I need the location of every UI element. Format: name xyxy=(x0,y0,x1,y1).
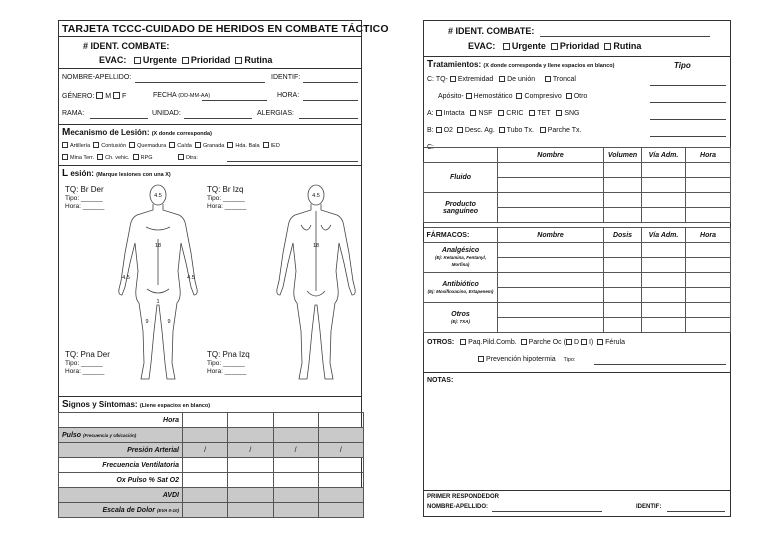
c2-label: C: xyxy=(427,144,434,151)
evac-prioridad-checkbox[interactable] xyxy=(182,57,189,64)
aposito-compresivo-checkbox[interactable] xyxy=(516,93,522,99)
mech-otra-checkbox[interactable] xyxy=(178,154,184,160)
c-row: C: TQ- Extremidad De unión Troncal xyxy=(427,76,576,83)
body-front-diagram[interactable] xyxy=(113,181,203,389)
burn-leg-right: 9 xyxy=(145,319,149,325)
respondedor-nombre-label: NOMBRE-APELLIDO: xyxy=(427,504,488,510)
respondedor-identif-label: IDENTIF: xyxy=(636,504,662,510)
evac-rutina-checkbox-back[interactable] xyxy=(604,43,611,50)
genero-f-label: F xyxy=(122,93,127,100)
otros-paq-checkbox[interactable] xyxy=(460,339,466,345)
tq-br-izq-label: TQ: Br Izq xyxy=(207,185,244,194)
genero-m-label: M xyxy=(105,93,112,100)
evac-urgente-label: Urgente xyxy=(142,55,177,65)
ident-label: # IDENT. COMBATE: xyxy=(83,41,170,51)
mech-otra-field[interactable] xyxy=(227,161,358,162)
otros-parche-i-checkbox[interactable] xyxy=(581,339,587,345)
tq-pna-der-label: TQ: Pna Der xyxy=(65,350,110,359)
identif-label: IDENTIF: xyxy=(271,74,301,81)
genero-m-checkbox[interactable] xyxy=(96,92,103,99)
burn-head-back: 4.5 xyxy=(312,193,320,199)
evac-rutina-checkbox[interactable] xyxy=(235,57,242,64)
tq-pna-izq-label: TQ: Pna Izq xyxy=(207,350,250,359)
genero-label: GÉNERO: xyxy=(62,93,95,100)
b-tipo-field[interactable] xyxy=(650,136,726,137)
analgesico-label: Analgésico (Ej: Ketamina, Fentanyl, Morfina) xyxy=(424,243,498,273)
evac-row-back: EVAC: Urgente Prioridad Rutina xyxy=(468,41,642,51)
fecha-field[interactable] xyxy=(202,100,267,101)
mecanismo-heading: Mecanismo de Lesión: (X donde corresponda) xyxy=(62,127,212,138)
nombre-field[interactable] xyxy=(135,82,265,83)
hipotermia-checkbox[interactable] xyxy=(478,356,484,362)
mech-mina-checkbox[interactable] xyxy=(62,154,68,160)
mech-granada-checkbox[interactable] xyxy=(195,142,201,148)
burn-head-front: 4.5 xyxy=(154,193,162,199)
tq-br-izq: TQ: Br Izq Tipo: ______ Hora: ______ xyxy=(207,185,247,210)
a-sng-checkbox[interactable] xyxy=(556,110,562,116)
farmacos-table: FÁRMACOS: Nombre Dosis Vía Adm. Hora Analgésico (Ej: Ketamina, Fentanyl, Morfina) Antibiótico (Ej: Moxifloxacino, Ertapenem) Otros (Ej: TXA) xyxy=(423,227,731,333)
signos-heading: Signos y Síntomas: (Llene espacios en blanco) xyxy=(62,399,211,410)
tq-union-checkbox[interactable] xyxy=(499,76,505,82)
evac-prioridad-label: Prioridad xyxy=(190,55,231,65)
body-back-diagram[interactable] xyxy=(271,181,361,389)
ident-field-back[interactable] xyxy=(540,36,710,37)
back-card xyxy=(423,20,731,517)
b-tubo-checkbox[interactable] xyxy=(499,127,505,133)
respondedor-identif-field[interactable] xyxy=(667,511,725,512)
vitals-row-avdi: AVDI xyxy=(59,488,364,503)
hora-field[interactable] xyxy=(303,100,358,101)
mecanismo-row-2: Mina Terr. Ch. vehic. RPG Otra: xyxy=(62,154,198,161)
mech-artilleria-checkbox[interactable] xyxy=(62,142,68,148)
rama-label: RAMA: xyxy=(62,110,85,117)
genero-row xyxy=(62,92,126,100)
burn-torso-back: 18 xyxy=(312,243,320,249)
hipotermia-row: Prevención hipotermia Tipo: xyxy=(478,356,575,363)
a-cric-checkbox[interactable] xyxy=(498,110,504,116)
aposito-hemostatico-checkbox[interactable] xyxy=(466,93,472,99)
aposito-row: Apósito- Hemostático Compresivo Otro xyxy=(438,93,588,100)
evac-urgente-checkbox[interactable] xyxy=(134,57,141,64)
evac-row xyxy=(99,55,272,65)
evac-prioridad-checkbox-back[interactable] xyxy=(551,43,558,50)
tq-pna-der: TQ: Pna Der Tipo: ______ Hora: ______ xyxy=(65,350,110,375)
b-o2-checkbox[interactable] xyxy=(436,127,442,133)
genero-f-checkbox[interactable] xyxy=(113,92,120,99)
fluido-label: Fluido xyxy=(424,163,498,193)
otros-farm-label: Otros (Ej: TXA) xyxy=(424,303,498,333)
mecanismo-row-1: Artillería Contusión Quemadura Caída Granada Hda. Bala IED xyxy=(62,142,280,149)
evac-rutina-label: Rutina xyxy=(244,55,273,65)
a-tipo-field[interactable] xyxy=(650,119,726,120)
a-intacta-checkbox[interactable] xyxy=(436,110,442,116)
a-row: A: Intacta NSF CRIC TET SNG xyxy=(427,110,580,117)
otros-row: OTROS: Paq.Pild.Comb. Parche Oc ( D I) Férula xyxy=(427,339,625,346)
rama-field[interactable] xyxy=(90,118,148,119)
hipotermia-tipo-field[interactable] xyxy=(594,364,726,365)
tq-br-der: TQ: Br Der Tipo: ______ Hora: ______ xyxy=(65,185,105,210)
tipo-heading: Tipo xyxy=(674,61,691,70)
vitals-row-ox: Ox Pulso % Sat O2 xyxy=(59,473,364,488)
tq-br-der-label: TQ: Br Der xyxy=(65,185,104,194)
mech-contusion-checkbox[interactable] xyxy=(93,142,99,148)
card-title: TARJETA TCCC-CUIDADO DE HERIDOS EN COMBATE TÁCTICO xyxy=(62,23,389,35)
antibiotico-label: Antibiótico (Ej: Moxifloxacino, Ertapenem) xyxy=(424,273,498,303)
evac-urgente-checkbox-back[interactable] xyxy=(503,43,510,50)
mech-rpg-checkbox[interactable] xyxy=(133,154,139,160)
vitals-row-frecuencia: Frecuencia Ventilatoria xyxy=(59,458,364,473)
alergias-field[interactable] xyxy=(299,118,358,119)
lesion-heading: L esión: (Marque lesiones con una X) xyxy=(62,168,171,179)
fluids-table: Nombre Volumen Vía Adm. Hora Fluido Producto sanguíneo xyxy=(423,147,731,223)
otros-parche-d-checkbox[interactable] xyxy=(566,339,572,345)
mech-vehic-checkbox[interactable] xyxy=(97,154,103,160)
mech-hda-bala-checkbox[interactable] xyxy=(227,142,233,148)
front-card xyxy=(58,20,389,517)
burn-leg-left: 9 xyxy=(167,319,171,325)
vitals-row-dolor: Escala de Dolor (EVA 0-10) xyxy=(59,503,364,518)
b-row: B: O2 Desc. Ag. Tubo Tx. Parche Tx. xyxy=(427,127,582,134)
nombre-label: NOMBRE-APELLIDO: xyxy=(62,74,132,81)
vitals-table xyxy=(58,412,364,518)
ident-label-back: # IDENT. COMBATE: xyxy=(448,26,535,36)
mech-ied-checkbox[interactable] xyxy=(263,142,269,148)
fecha-label: FECHA (DD-MM-AA) xyxy=(153,92,211,99)
aposito-otro-checkbox[interactable] xyxy=(566,93,572,99)
otros-ferula-checkbox[interactable] xyxy=(597,339,603,345)
tq-tipo-field[interactable] xyxy=(650,85,726,86)
notas-area[interactable] xyxy=(424,387,730,489)
vitals-row-presion: Presión Arterial / / / / xyxy=(59,443,364,458)
alergias-label: ALERGIAS: xyxy=(257,110,294,117)
producto-label: Producto sanguíneo xyxy=(424,193,498,223)
a-nsf-checkbox[interactable] xyxy=(470,110,476,116)
primer-respondedor-label: PRIMER RESPONDEDOR xyxy=(427,494,500,500)
identif-field[interactable] xyxy=(303,82,358,83)
burn-groin: 1 xyxy=(156,299,160,305)
unidad-field[interactable] xyxy=(184,118,252,119)
respondedor-nombre-field[interactable] xyxy=(492,511,602,512)
mech-caida-checkbox[interactable] xyxy=(169,142,175,148)
farmacos-label: FÁRMACOS: xyxy=(424,228,498,243)
burn-torso-front: 18 xyxy=(154,243,162,249)
hora-label: HORA: xyxy=(277,92,300,99)
burn-arm-left: 4.5 xyxy=(187,275,195,281)
vitals-row-pulso: Pulso (Frecuencia y Ubicación) xyxy=(59,428,364,443)
vitals-row-hora: Hora xyxy=(59,413,364,428)
b-desc-checkbox[interactable] xyxy=(457,127,463,133)
a-tet-checkbox[interactable] xyxy=(529,110,535,116)
b-parche-checkbox[interactable] xyxy=(540,127,546,133)
aposito-tipo-field[interactable] xyxy=(650,102,726,103)
mech-quemadura-checkbox[interactable] xyxy=(129,142,135,148)
tq-extremidad-checkbox[interactable] xyxy=(450,76,456,82)
tq-troncal-checkbox[interactable] xyxy=(545,76,551,82)
unidad-label: UNIDAD: xyxy=(152,110,181,117)
notas-label: NOTAS: xyxy=(427,377,454,384)
tq-pna-izq: TQ: Pna Izq Tipo: ______ Hora: ______ xyxy=(207,350,250,375)
tratamientos-heading: Tratamientos: (X donde corresponda y llene espacios en blanco) xyxy=(427,59,615,70)
burn-arm-right: 4.5 xyxy=(122,275,130,281)
evac-label: EVAC: xyxy=(99,55,127,65)
otros-parche-checkbox[interactable] xyxy=(521,339,527,345)
